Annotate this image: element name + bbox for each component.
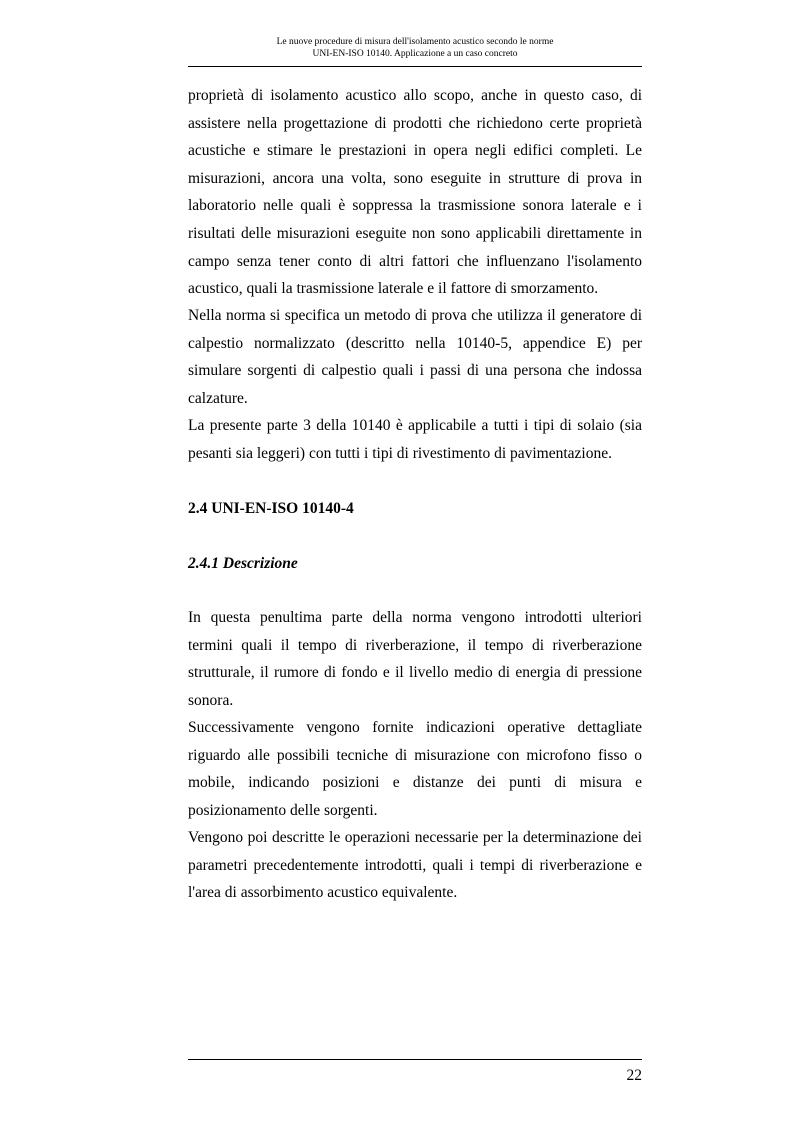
header-divider [188, 66, 642, 67]
subsection-heading: 2.4.1 Descrizione [188, 555, 298, 572]
page-number: 22 [626, 1067, 642, 1084]
paragraph-operations: Vengono poi descritte le operazioni necessarie per la determinazione dei parametri precedentemente introdotti, quali i tempi di riverberazione e l'area di assorbimento acustico equivalente. [188, 829, 642, 902]
paragraph-test-method: Nella norma si specifica un metodo di prova che utilizza il generatore di calpestio normalizzato (descritto nella 10140-5, appendice E) per simulare sorgenti di calpestio quali i passi di una persona che indossa calzature. [188, 307, 642, 407]
paragraph-new-terms: In questa penultima parte della norma vengono introdotti ulteriori termini quali il tempo di riverberazione, il tempo di riverberazione strutturale, il rumore di fondo e il livello medio di energia di pressione sonora. [188, 609, 642, 709]
running-header [188, 36, 642, 60]
paragraph-operational-indications: Successivamente vengono fornite indicazioni operative dettagliate riguardo alle possibili tecniche di misurazione con microfono fisso o mobile, indicando posizioni e distanze dei punti di misura e posizionamento delle sorgenti. [188, 719, 642, 819]
paragraph-isolation-properties: proprietà di isolamento acustico allo scopo, anche in questo caso, di assistere nella progettazione di prodotti che richiedono certe proprietà acustiche e stimare le prestazioni in opera negli edifici completi. Le misurazioni, ancora una volta, sono eseguite in strutture di prova in laboratorio nelle quali è soppressa la trasmissione sonora laterale e i risultati delle misurazioni eseguite non sono applicabili direttamente in campo senza tener conto di altri fattori che influenzano l'isolamento acustico, quali la trasmissione laterale e il fattore di smorzamento. [188, 87, 642, 298]
running-header-line-2: UNI-EN-ISO 10140. Applicazione a un caso concreto [312, 49, 518, 59]
running-header-line-1: Le nuove procedure di misura dell'isolamento acustico secondo le norme [276, 37, 554, 47]
paragraph-applicability: La presente parte 3 della 10140 è applicabile a tutti i tipi di solaio (sia pesanti sia leggeri) con tutti i tipi di rivestimento di pavimentazione. [188, 417, 642, 462]
footer-divider [188, 1059, 642, 1060]
section-heading: 2.4 UNI-EN-ISO 10140-4 [188, 500, 354, 517]
